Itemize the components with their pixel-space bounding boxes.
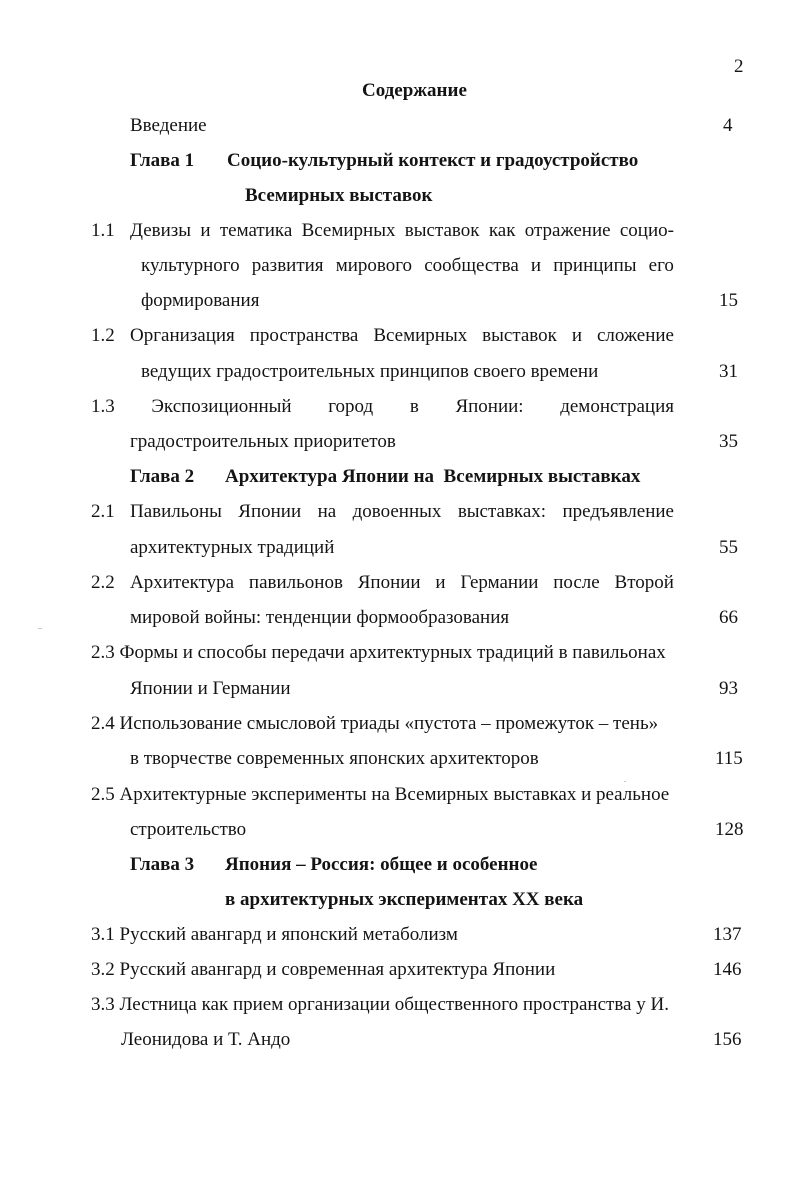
scan-mark xyxy=(38,628,42,629)
chapter-2-title: Архитектура Японии на Всемирных выставках xyxy=(225,466,641,487)
section-1-2-number: 1.2 xyxy=(91,325,115,346)
section-2-1-page: 55 xyxy=(719,537,738,558)
page-number: 2 xyxy=(734,56,744,77)
chapter-3-label: Глава 3 xyxy=(130,854,195,875)
section-2-3-page: 93 xyxy=(719,678,738,699)
section-2-2-page: 66 xyxy=(719,607,738,628)
section-2-2-line1: Архитектура павильонов Японии и Германии после Второй xyxy=(130,572,674,593)
section-1-3-page: 35 xyxy=(719,431,738,452)
toc-intro-label: Введение xyxy=(130,115,207,136)
section-3-1-page: 137 xyxy=(713,924,742,945)
scan-mark xyxy=(624,781,626,782)
chapter-1-title-line2: Всемирных выставок xyxy=(245,185,433,206)
chapter-2-label: Глава 2 xyxy=(130,466,195,487)
section-2-3-line1: 2.3 Формы и способы передачи архитектурных традиций в павильонах xyxy=(91,642,666,663)
section-1-1-page: 15 xyxy=(719,290,738,311)
section-3-3-page: 156 xyxy=(713,1029,742,1050)
section-2-4-line2: в творчестве современных японских архитекторов xyxy=(130,748,539,769)
section-3-3-line2: Леонидова и Т. Андо xyxy=(121,1029,291,1050)
section-1-2-line1: Организация пространства Всемирных выставок и сложение xyxy=(130,325,674,346)
section-2-5-line1: 2.5 Архитектурные эксперименты на Всемирных выставках и реальное xyxy=(91,784,670,805)
toc-intro-page: 4 xyxy=(723,115,733,136)
section-1-2-line2: ведущих градостроительных принципов своего времени xyxy=(141,361,599,382)
section-3-2-line1: 3.2 Русский авангард и современная архитектура Японии xyxy=(91,959,556,980)
section-2-1-line2: архитектурных традиций xyxy=(130,537,335,558)
chapter-1-label: Глава 1 xyxy=(130,150,195,171)
section-2-5-line2: строительство xyxy=(130,819,247,840)
section-2-3-line2: Японии и Германии xyxy=(130,678,291,699)
section-1-3-line2: градостроительных приоритетов xyxy=(130,431,396,452)
section-1-1-line1: Девизы и тематика Всемирных выставок как отражение социо- xyxy=(130,220,674,241)
section-1-1-line3: формирования xyxy=(141,290,260,311)
chapter-3-title-line2: в архитектурных экспериментах XX века xyxy=(225,889,584,910)
section-3-1-line1: 3.1 Русский авангард и японский метаболизм xyxy=(91,924,458,945)
section-2-2-line2: мировой войны: тенденции формообразования xyxy=(130,607,510,628)
section-2-4-page: 115 xyxy=(715,748,743,769)
section-1-3-line1: 1.3 Экспозиционный город в Японии: демонстрация xyxy=(91,396,674,417)
toc-title: Содержание xyxy=(362,80,467,101)
section-2-1-number: 2.1 xyxy=(91,501,115,522)
section-3-3-line1: 3.3 Лестница как прием организации общественного пространства у И. xyxy=(91,994,669,1015)
section-2-5-page: 128 xyxy=(715,819,744,840)
section-2-2-number: 2.2 xyxy=(91,572,115,593)
section-2-4-line1: 2.4 Использование смысловой триады «пустота – промежуток – тень» xyxy=(91,713,659,734)
section-1-2-page: 31 xyxy=(719,361,738,382)
section-3-2-page: 146 xyxy=(713,959,742,980)
section-1-1-number: 1.1 xyxy=(91,220,115,241)
section-1-1-line2: культурного развития мирового сообщества и принципы его xyxy=(141,255,674,276)
chapter-1-title-line1: Социо-культурный контекст и градоустройство xyxy=(227,150,639,171)
chapter-3-title-line1: Япония – Россия: общее и особенное xyxy=(225,854,538,875)
section-2-1-line1: Павильоны Японии на довоенных выставках: предъявление xyxy=(130,501,674,522)
